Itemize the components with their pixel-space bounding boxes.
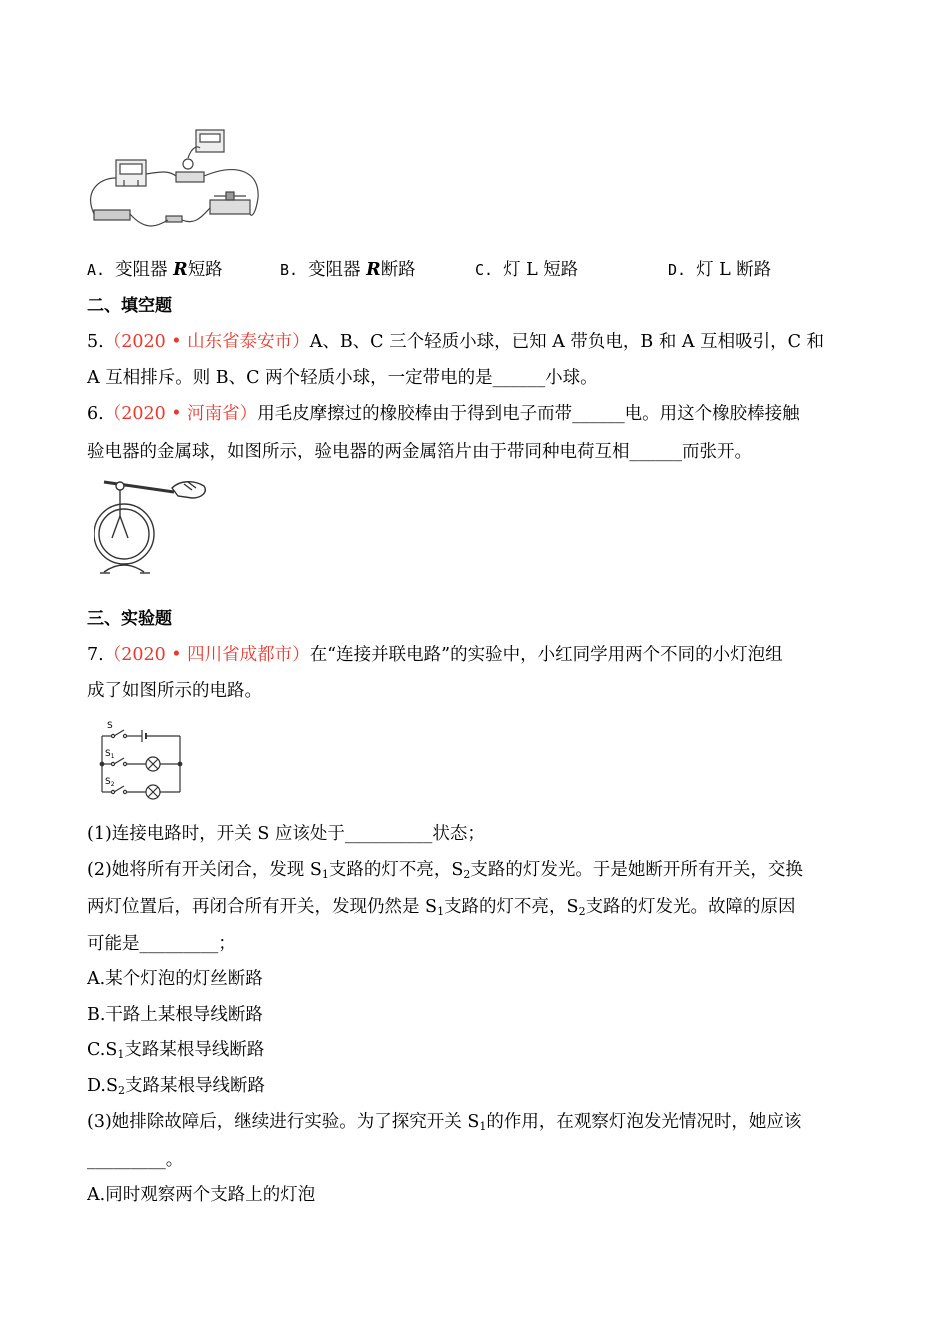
question-text: 在“连接并联电路”的实验中，小红同学用两个不同的小灯泡组 [309, 645, 783, 665]
q7-option-b[interactable]: B.干路上某根导线断路 [87, 1005, 263, 1025]
switch-label-s1: $S_1$ [105, 749, 115, 760]
q4-option-b[interactable] [280, 258, 416, 282]
electroscope-figure [94, 472, 212, 582]
option-letter: B. [280, 261, 299, 279]
q4-option-c[interactable] [475, 258, 578, 282]
text-fragment: 支路某根导线断路 [124, 1076, 265, 1096]
q7-part-2-line-2 [87, 895, 796, 919]
q5-line-1 [87, 330, 824, 354]
q7-line-2: 成了如图所示的电路。 [87, 681, 262, 701]
q6-line-1 [87, 402, 800, 426]
text-fragment: 支路的灯发光。故障的原因 [585, 897, 796, 917]
option-text: 灯 L 断路 [696, 260, 772, 280]
question-number: 5. [87, 332, 104, 352]
switch-label-s2: $S_2$ [105, 777, 115, 788]
question-number: 7. [87, 645, 104, 665]
q6-line-2: 验电器的金属球，如图所示，验电器的两金属箔片由于带同种电荷互相______而张开。 [87, 442, 752, 462]
q4-option-a[interactable] [87, 258, 223, 282]
variable-r: R [366, 260, 381, 280]
option-text-post: 断路 [380, 260, 416, 280]
variable-r: R [173, 260, 188, 280]
text-fragment: C.S [87, 1040, 118, 1060]
option-text: 灯 L 短路 [503, 260, 579, 280]
q7-line-1 [87, 643, 783, 667]
text-fragment: 支路的灯不亮，S [328, 860, 464, 880]
subscript: 2 [578, 905, 586, 918]
subscript: 2 [117, 1084, 125, 1097]
text-fragment: 支路的灯不亮，S [444, 897, 579, 917]
text-fragment: 支路某根导线断路 [124, 1040, 265, 1060]
circuit-diagram [92, 716, 188, 806]
q7-part-2-line-1 [87, 858, 803, 882]
q7-part-3-option-a[interactable]: A.同时观察两个支路上的灯泡 [87, 1185, 316, 1205]
subscript: 1 [117, 1048, 125, 1061]
switch-label-s: S [107, 721, 113, 731]
text-fragment: 支路的灯发光。于是她断开所有开关，交换 [470, 860, 803, 880]
text-fragment: 两灯位置后，再闭合所有开关，发现仍然是 S [87, 897, 438, 917]
option-letter: A. [87, 261, 106, 279]
question-text: 用毛皮摩擦过的橡胶棒由于得到电子而带______电。用这个橡胶棒接触 [257, 404, 800, 424]
q7-option-c[interactable] [87, 1038, 264, 1062]
q5-line-2: A 互相排斥。则 B、C 两个轻质小球，一定带电的是______小球。 [87, 368, 598, 388]
option-letter: D. [668, 261, 687, 279]
question-number: 6. [87, 404, 104, 424]
text-fragment: 的作用，在观察灯泡发光情况时，她应该 [486, 1112, 802, 1132]
question-source: （2020 • 四川省成都市） [103, 645, 310, 665]
option-text: 变阻器 [308, 260, 361, 280]
question-source: （2020 • 河南省） [103, 404, 258, 424]
question-text: A、B、C 三个轻质小球，已知 A 带负电，B 和 A 互相吸引，C 和 [309, 332, 825, 352]
q7-part-3-line-2: _________。 [87, 1150, 184, 1170]
q7-part-2-line-3: 可能是_________； [87, 934, 236, 954]
option-text: 变阻器 [115, 260, 168, 280]
option-text-post: 短路 [187, 260, 223, 280]
q7-part-1: (1)连接电路时，开关 S 应该处于__________状态； [87, 824, 485, 844]
q7-option-d[interactable] [87, 1074, 265, 1098]
section-title-fill-blank: 二、填空题 [87, 296, 172, 316]
apparatus-figure [88, 122, 268, 234]
text-fragment: D.S [87, 1076, 118, 1096]
q7-option-a[interactable]: A.某个灯泡的灯丝断路 [87, 969, 263, 989]
q4-option-d[interactable] [668, 258, 771, 282]
subscript: 1 [437, 905, 445, 918]
q7-part-3-line-1 [87, 1110, 801, 1134]
subscript: 1 [479, 1120, 487, 1133]
subscript: 2 [463, 868, 471, 881]
section-title-experiment: 三、实验题 [87, 609, 172, 629]
text-fragment: (2)她将所有开关闭合，发现 S [87, 860, 322, 880]
subscript: 1 [321, 868, 329, 881]
question-source: （2020 • 山东省泰安市） [103, 332, 310, 352]
option-letter: C. [475, 261, 494, 279]
text-fragment: (3)她排除故障后，继续进行实验。为了探究开关 S [87, 1112, 480, 1132]
